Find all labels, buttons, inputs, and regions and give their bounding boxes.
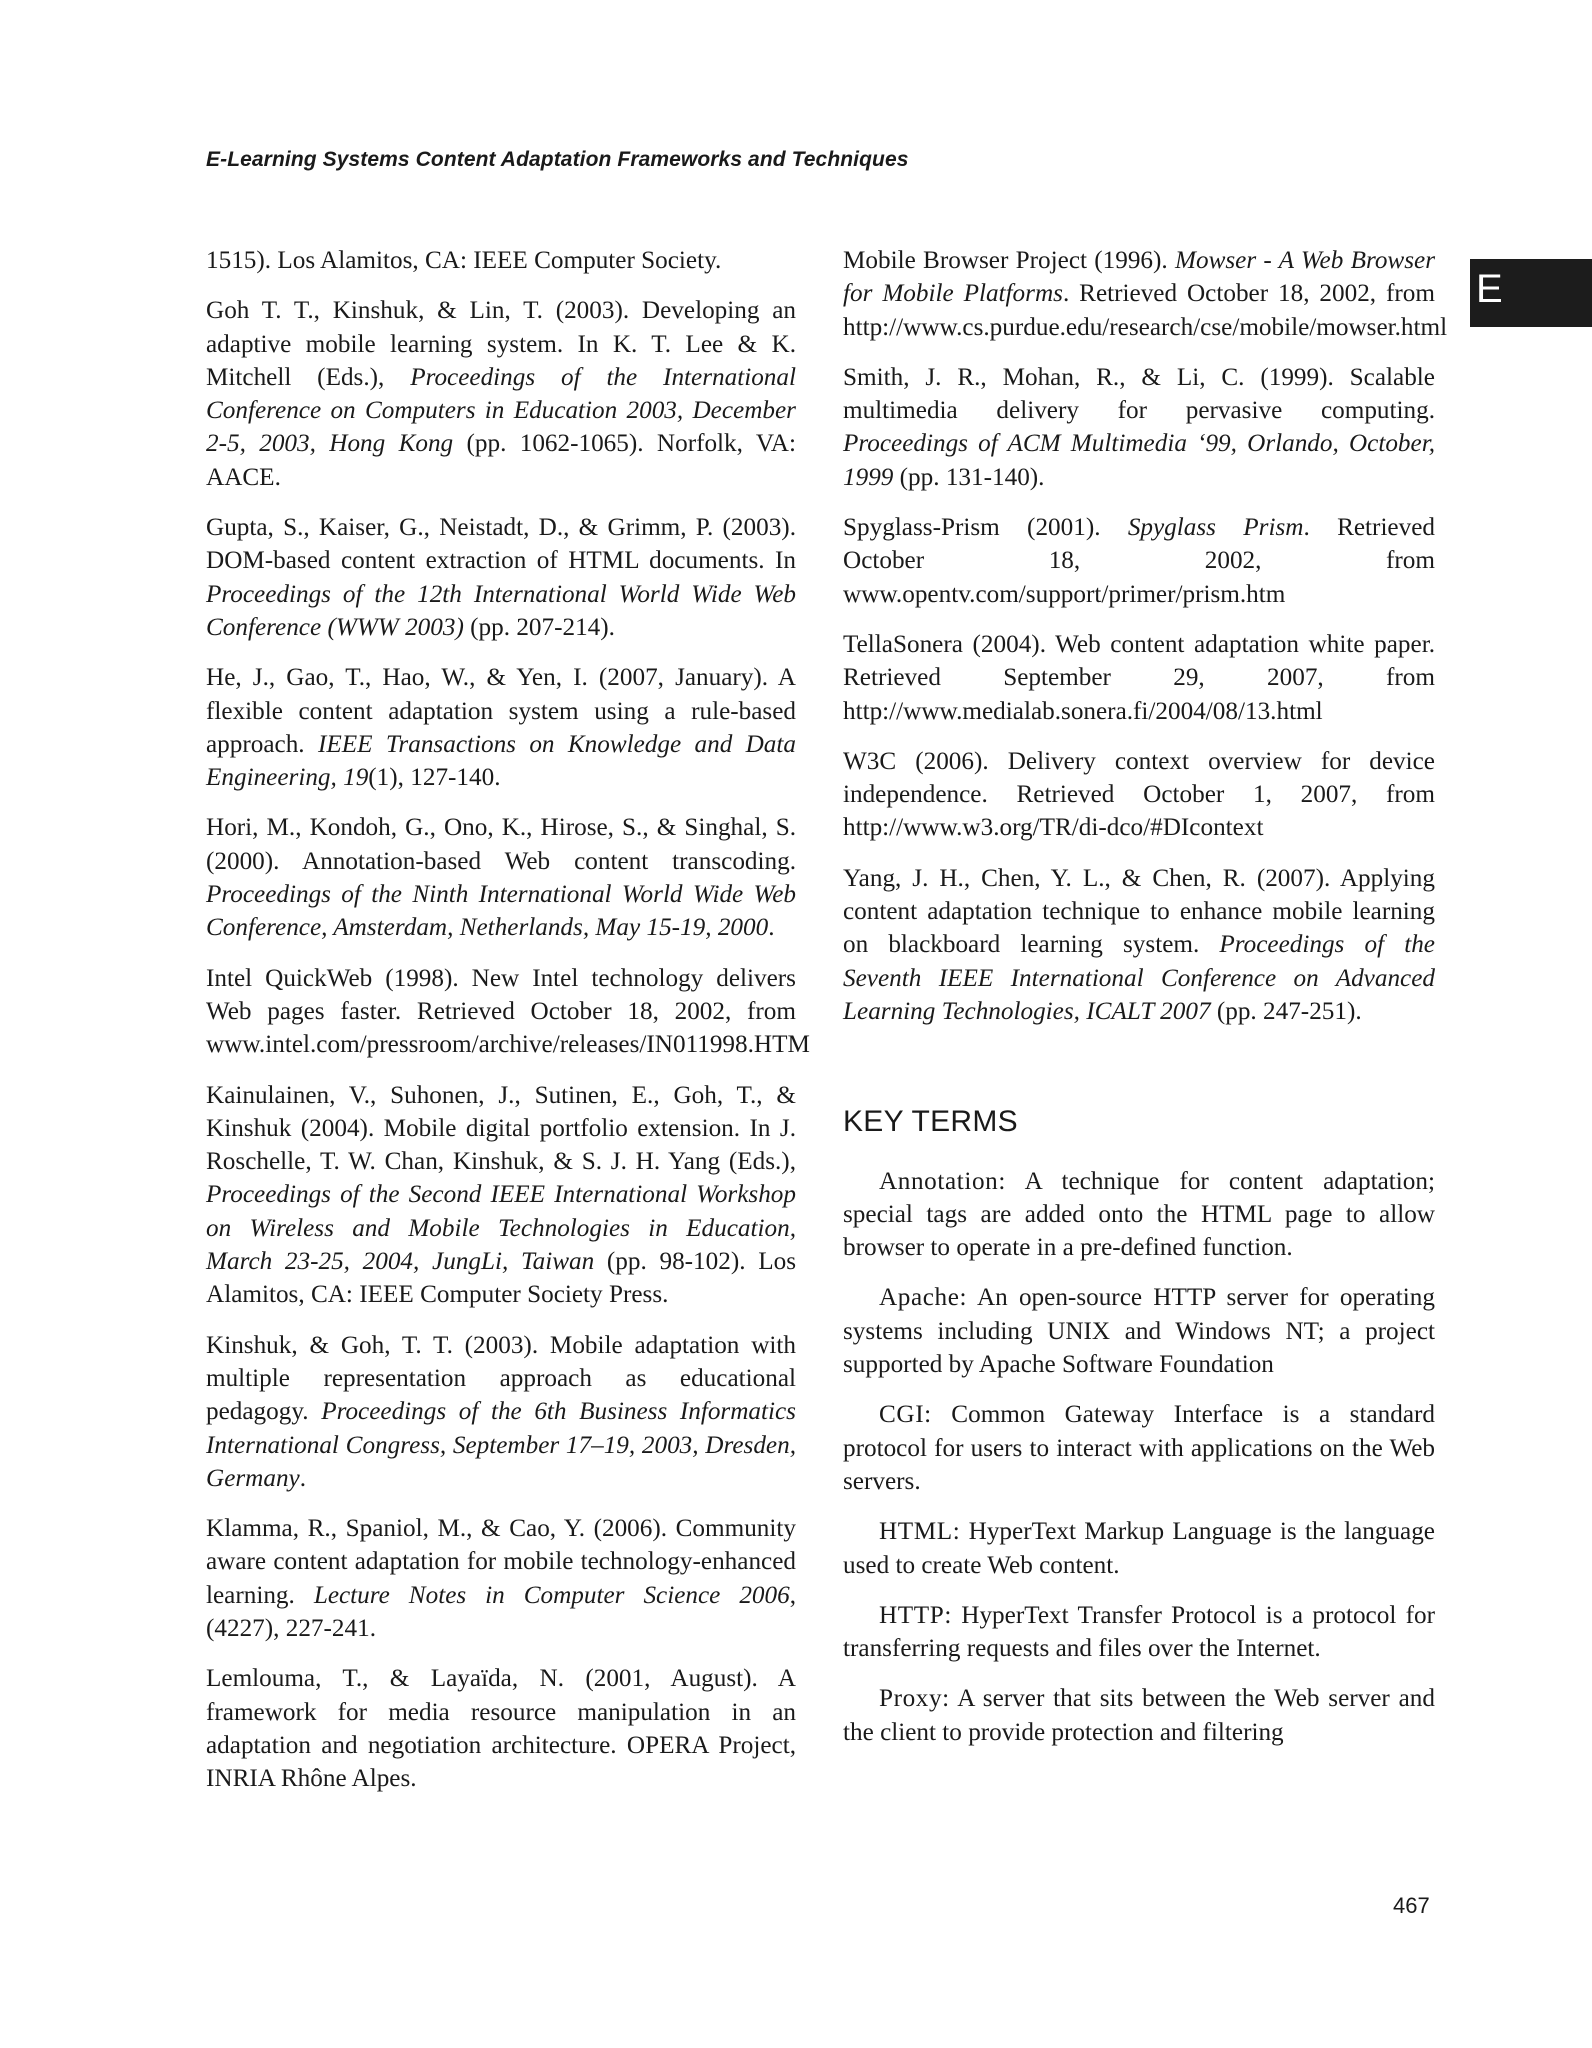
reference-title-italic: Proceedings of ACM Multimedia ‘99, Orlando, October, 1999 <box>843 430 1435 491</box>
key-term-definition: An open-source HTTP server for operating systems including UNIX and Windows NT; a project supported by Apache Software Foundation <box>843 1284 1435 1379</box>
reference-text: (pp. 1062-1065). Norfolk, VA: AACE. <box>206 430 796 491</box>
reference-text: Intel QuickWeb (1998). New Intel technology delivers Web pages faster. Retrieved October 18, 2002, from www.intel.com/pressroom/archive/releases/IN011998.HTM <box>206 964 810 1059</box>
section-thumb-tab <box>1470 259 1592 327</box>
reference-entry <box>206 661 796 794</box>
reference-title-italic: Proceedings of the Seventh IEEE International Conference on Advanced Learning Technologies, ICALT 2007 <box>843 931 1435 1025</box>
key-terms-list <box>843 1165 1435 1749</box>
reference-title-italic: Proceedings of the 12th International World Wide Web Conference (WWW 2003) <box>206 580 796 641</box>
thumb-tab-letter: E <box>1476 267 1503 311</box>
key-term-entry <box>843 1281 1435 1381</box>
page-number: 467 <box>1393 1893 1430 1918</box>
key-term-definition: HyperText Markup Language is the language used to create Web content. <box>843 1518 1435 1579</box>
key-term-definition: Common Gateway Interface is a standard protocol for users to interact with applications on the Web servers. <box>843 1401 1435 1495</box>
reference-entry <box>843 244 1448 344</box>
reference-title-italic: IEEE Transactions on Knowledge and Data Engineering, 19 <box>206 730 796 792</box>
key-term-name: HTML: <box>879 1518 961 1546</box>
key-term-definition: A server that sits between the Web server and the client to provide protection and filtering <box>843 1685 1435 1746</box>
reference-entry <box>206 1512 796 1645</box>
reference-text: TellaSonera (2004). Web content adaptation white paper. Retrieved September 29, 2007, from http://www.medialab.sonera.fi/2004/08/13.html <box>843 630 1435 725</box>
key-term-name: Annotation: <box>879 1167 1006 1195</box>
reference-entry <box>843 361 1435 494</box>
reference-entry <box>206 244 796 277</box>
reference-text: (pp. 98-102). Los Alamitos, CA: IEEE Computer Society Press. <box>206 1248 796 1309</box>
reference-text: Gupta, S., Kaiser, G., Neistadt, D., & Grimm, P. (2003). DOM-based content extraction of HTML documents. In <box>206 514 796 575</box>
reference-text: Goh T. T., Kinshuk, & Lin, T. (2003). Developing an adaptive mobile learning system. In K. T. Lee & K. Mitchell (Eds.), <box>206 297 796 391</box>
reference-text: Klamma, R., Spaniol, M., & Cao, Y. (2006). Community aware content adaptation for mobile technology-enhanced learning. <box>206 1515 796 1609</box>
key-term-name: HTTP: <box>879 1601 952 1629</box>
reference-text: (pp. 207-214). <box>463 613 615 641</box>
reference-text: Mobile Browser Project (1996). <box>843 247 1175 274</box>
key-term-name: Apache: <box>879 1284 968 1312</box>
right-column <box>843 244 1448 1766</box>
reference-text: . Retrieved October 18, 2002, from www.opentv.com/support/primer/prism.htm <box>843 514 1435 608</box>
key-term-definition: A technique for content adaptation; special tags are added onto the HTML page to allow browser to operate in a pre-defined function. <box>843 1167 1435 1262</box>
key-term-entry <box>843 1165 1435 1265</box>
reference-text: He, J., Gao, T., Hao, W., & Yen, I. (2007, January). A flexible content adaptation system using a rule-based approach. <box>206 664 796 758</box>
reference-title-italic: Proceedings of the Ninth International World Wide Web Conference, Amsterdam, Netherlands, May 15-19, 2000 <box>206 881 796 942</box>
reference-text: Kainulainen, V., Suhonen, J., Sutinen, E., Goh, T., & Kinshuk (2004). Mobile digital portfolio extension. In J. Roschelle, T. W. Chan, Kinshuk, & S. J. H. Yang (Eds.), <box>206 1081 796 1176</box>
right-column-references <box>843 244 1448 1028</box>
reference-text: Lemlouma, T., & Layaïda, N. (2001, August). A framework for media resource manipulation in an adaptation and negotiation architecture. OPERA Project, INRIA Rhône Alpes. <box>206 1665 796 1793</box>
reference-text: (pp. 247-251). <box>1210 997 1362 1025</box>
key-terms-heading: KEY TERMS <box>843 1105 1018 1139</box>
key-term-entry <box>843 1682 1435 1749</box>
key-term-definition: HyperText Transfer Protocol is a protocol for transferring requests and files over the Internet. <box>843 1601 1435 1663</box>
key-term-name: Proxy: <box>879 1685 950 1713</box>
reference-entry <box>206 1079 796 1312</box>
reference-text: 1515). Los Alamitos, CA: IEEE Computer Society. <box>206 247 722 274</box>
reference-entry <box>206 811 796 944</box>
reference-title-italic: Proceedings of the Second IEEE International Workshop on Wireless and Mobile Technologies in Education, March 23-25, 2004, JungLi, Taiwan <box>206 1181 796 1276</box>
left-column-references <box>206 244 810 1812</box>
reference-text: Yang, J. H., Chen, Y. L., & Chen, R. (2007). Applying content adaptation technique to enhance mobile learning on blackboard learning system. <box>843 864 1435 959</box>
reference-text: (1), 127-140. <box>368 764 501 792</box>
running-head: E-Learning Systems Content Adaptation Frameworks and Techniques <box>206 148 909 171</box>
reference-entry <box>206 1329 796 1495</box>
reference-entry <box>843 511 1435 611</box>
reference-text: Smith, J. R., Mohan, R., & Li, C. (1999). Scalable multimedia delivery for pervasive computing. <box>843 363 1435 425</box>
reference-entry <box>843 745 1435 845</box>
reference-title-italic: Proceedings of the 6th Business Informatics International Congress, September 17–19, 2003, Dresden, Germany <box>206 1398 796 1492</box>
reference-title-italic: Lecture Notes in Computer Science 2006 <box>313 1581 790 1609</box>
reference-text: Hori, M., Kondoh, G., Ono, K., Hirose, S., & Singhal, S. (2000). Annotation-based Web content transcoding. <box>206 814 796 875</box>
key-term-entry <box>843 1599 1435 1666</box>
reference-entry <box>206 294 796 494</box>
reference-title-italic: Spyglass Prism <box>1127 514 1304 542</box>
reference-text: . Retrieved October 18, 2002, from http://www.cs.purdue.edu/research/cse/mobile/mowser.html <box>843 280 1448 341</box>
reference-text: . <box>768 914 775 942</box>
reference-text: (pp. 131-140). <box>893 463 1045 491</box>
reference-text: . <box>299 1464 307 1492</box>
reference-entry <box>206 962 810 1062</box>
reference-entry <box>206 511 796 644</box>
reference-title-italic: Proceedings of the International Conference on Computers in Education 2003, December 2-5, 2003, Hong Kong <box>206 363 796 458</box>
reference-title-italic: Mowser - A Web Browser for Mobile Platforms <box>843 247 1435 308</box>
reference-text: Kinshuk, & Goh, T. T. (2003). Mobile adaptation with multiple representation approach as educational pedagogy. <box>206 1331 796 1426</box>
reference-entry <box>206 1662 796 1795</box>
reference-entry <box>843 862 1435 1028</box>
reference-entry <box>843 628 1435 728</box>
key-term-entry <box>843 1398 1435 1498</box>
reference-text: Spyglass-Prism (2001). <box>843 514 1128 542</box>
reference-text: , (4227), 227-241. <box>206 1581 797 1642</box>
key-term-entry <box>843 1515 1435 1582</box>
reference-text: W3C (2006). Delivery context overview for device independence. Retrieved October 1, 2007, from http://www.w3.org/TR/di-dco/#DIcontext <box>843 747 1435 842</box>
key-term-name: CGI: <box>879 1401 932 1429</box>
